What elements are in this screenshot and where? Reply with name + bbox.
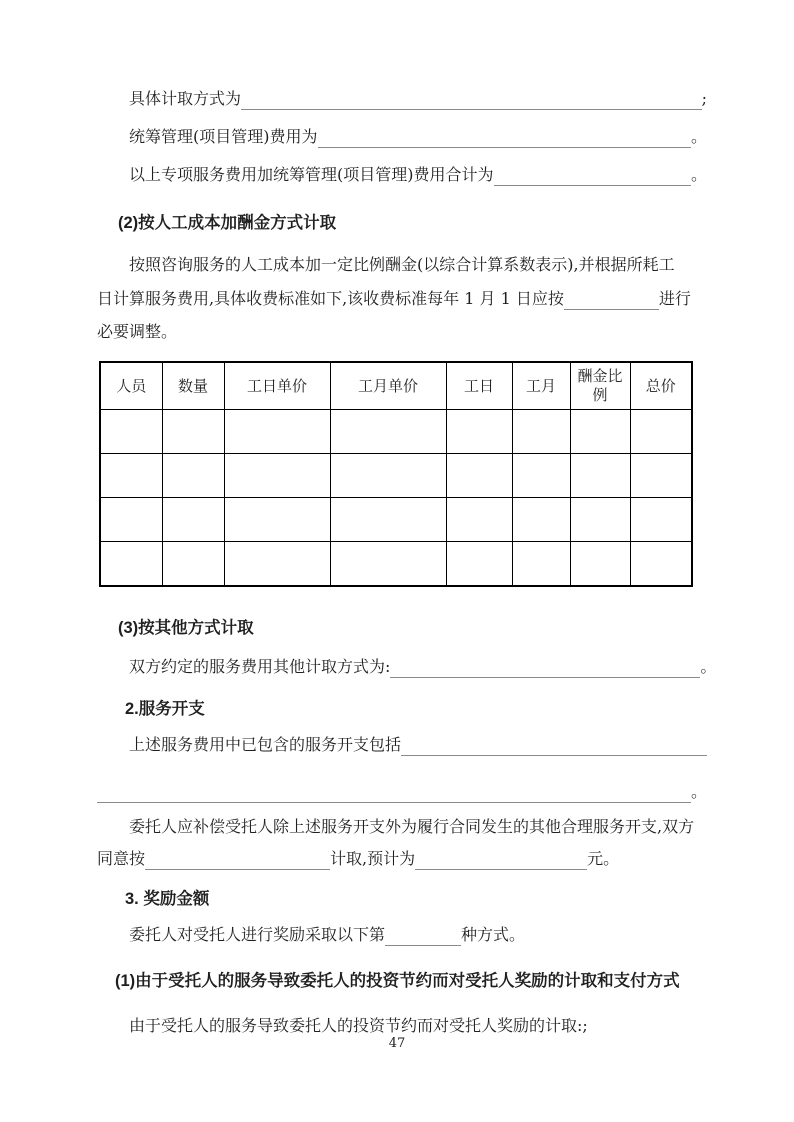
col-header-quantity: 数量 (162, 362, 224, 410)
empty-cell (224, 498, 330, 542)
line-tail: 。 (690, 782, 707, 801)
col-header-total-price: 总价 (630, 362, 692, 410)
line-text: 进行 (658, 289, 691, 308)
blank-underline (145, 849, 330, 870)
table-row (100, 542, 692, 587)
line-text: 必要调整。 (97, 322, 178, 341)
empty-cell (100, 542, 162, 587)
empty-cell (162, 410, 224, 454)
line-text: 按照咨询服务的人工成本加一定比例酬金(以综合计算系数表示),并根据所耗工 (129, 255, 675, 274)
heading-reward-amount: 3. 奖励金额 (125, 890, 210, 908)
table-row (100, 454, 692, 498)
page-number: 47 (388, 1036, 406, 1051)
empty-cell (570, 454, 630, 498)
blank-underline (385, 925, 461, 946)
line-text: 委托人应补偿受托人除上述服务开支外为履行合同发生的其他合理服务开支,双方 (129, 817, 695, 836)
empty-cell (630, 454, 692, 498)
empty-cell (630, 542, 692, 587)
empty-cell (162, 454, 224, 498)
fill-line-included-expense (97, 734, 707, 756)
empty-cell (330, 542, 446, 587)
para-labor-line3 (97, 321, 707, 343)
line-text: 以上专项服务费用加统筹管理(项目管理)费用合计为 (129, 165, 494, 184)
empty-cell (100, 454, 162, 498)
blank-underline (415, 849, 587, 870)
line-tail: 。 (700, 657, 717, 676)
empty-cell (570, 410, 630, 454)
col-header-work-days: 工日 (446, 362, 512, 410)
line-text: 由于受托人的服务导致委托人的投资节约而对受托人奖励的计取:; (129, 1016, 588, 1035)
table-header-row (100, 362, 692, 410)
empty-cell (100, 410, 162, 454)
line-text: 上述服务费用中已包含的服务开支包括 (129, 735, 402, 754)
document-page-body (97, 88, 717, 1037)
labor-fee-table (99, 361, 693, 587)
line-text: 具体计取方式为 (129, 89, 242, 108)
blank-underline (97, 782, 691, 803)
col-header-month-rate: 工月单价 (330, 362, 446, 410)
empty-cell (446, 498, 512, 542)
heading-investment-saving-reward: (1)由于受托人的服务导致委托人的投资节约而对受托人奖励的计取和支付方式 (115, 972, 680, 990)
line-text: 日计算服务费用,具体收费标准如下,该收费标准每年 1 月 1 日应按 (97, 289, 564, 308)
para-labor-line1 (97, 254, 707, 276)
col-header-fee-ratio: 酬金比例 (570, 362, 630, 410)
col-header-personnel: 人员 (100, 362, 162, 410)
blank-underline (241, 89, 702, 110)
empty-cell (224, 454, 330, 498)
table-row (100, 498, 692, 542)
empty-cell (330, 410, 446, 454)
line-tail: 元。 (587, 849, 620, 868)
blank-underline (494, 165, 691, 186)
line-tail: 。 (690, 165, 707, 184)
empty-cell (224, 410, 330, 454)
fill-line-total-fee (97, 164, 707, 186)
fill-line-specific-method (97, 88, 707, 110)
blank-underline (401, 735, 707, 756)
fill-line-other-method (97, 656, 717, 678)
line-text: 双方约定的服务费用其他计取方式为: (129, 657, 391, 676)
empty-cell (100, 498, 162, 542)
empty-cell (512, 542, 570, 587)
para-compensate-line1 (97, 816, 707, 838)
col-header-work-months: 工月 (512, 362, 570, 410)
empty-cell (446, 410, 512, 454)
line-text: 同意按 (97, 849, 146, 868)
blank-underline (390, 657, 700, 678)
fill-line-blank-continuation (97, 781, 707, 803)
heading-other-method: (3)按其他方式计取 (118, 619, 254, 637)
line-reward-calculation (97, 1015, 707, 1037)
blank-underline (318, 127, 691, 148)
fill-line-reward-choice (97, 924, 707, 946)
empty-cell (330, 498, 446, 542)
line-text: 计取,预计为 (330, 849, 416, 868)
empty-cell (446, 454, 512, 498)
empty-cell (162, 498, 224, 542)
line-text: 统筹管理(项目管理)费用为 (129, 127, 318, 146)
col-header-day-rate: 工日单价 (224, 362, 330, 410)
empty-cell (446, 542, 512, 587)
empty-cell (224, 542, 330, 587)
blank-underline (564, 289, 659, 310)
empty-cell (570, 498, 630, 542)
para-compensate-line2 (97, 848, 707, 870)
empty-cell (162, 542, 224, 587)
line-tail: 。 (690, 127, 707, 146)
empty-cell (330, 454, 446, 498)
heading-service-expense: 2.服务开支 (125, 700, 205, 718)
heading-labor-cost-method: (2)按人工成本加酬金方式计取 (118, 214, 337, 232)
line-text: 委托人对受托人进行奖励采取以下第 (129, 925, 386, 944)
line-tail: ; (701, 89, 707, 108)
empty-cell (512, 498, 570, 542)
empty-cell (630, 410, 692, 454)
empty-cell (512, 410, 570, 454)
empty-cell (512, 454, 570, 498)
empty-cell (570, 542, 630, 587)
para-labor-line2 (97, 288, 707, 310)
table-row (100, 410, 692, 454)
empty-cell (630, 498, 692, 542)
fill-line-overall-fee (97, 126, 707, 148)
line-tail: 种方式。 (461, 925, 526, 944)
